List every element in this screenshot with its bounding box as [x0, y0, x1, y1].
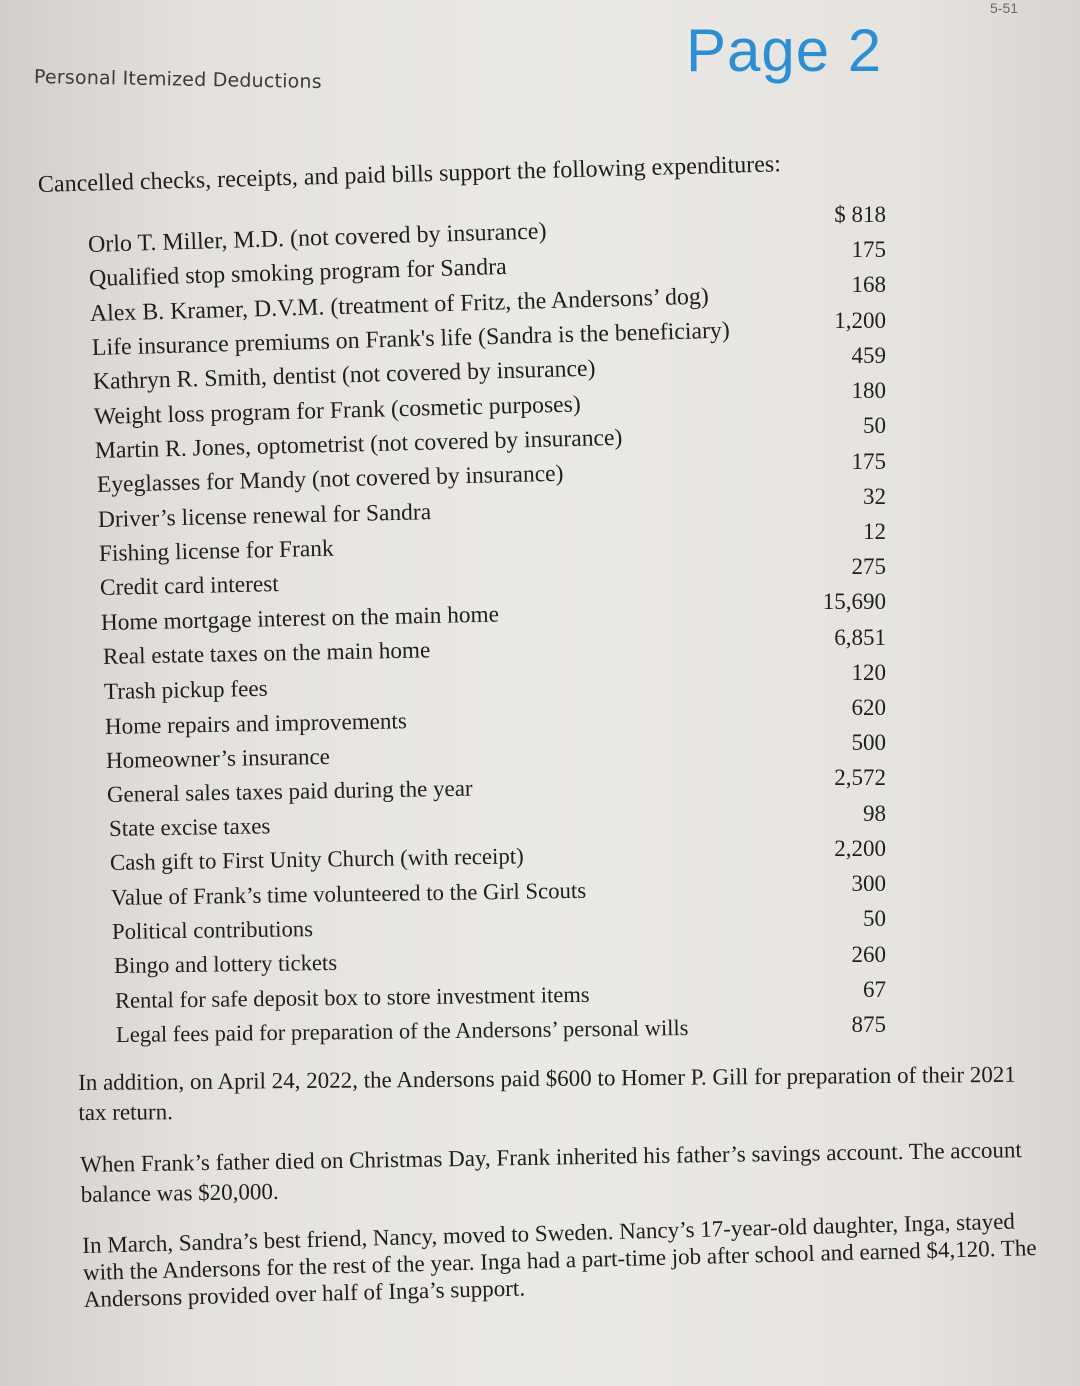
paragraph-inheritance: When Frank’s father died on Christmas Day, Frank inherited his father’s savings account. The account balance was $20,000. — [80, 1137, 1022, 1207]
expense-amount: 32 — [863, 483, 886, 509]
expense-label: Weight loss program for Frank (cosmetic purposes) — [93, 391, 582, 430]
expense-label: Alex B. Kramer, D.V.M. (treatment of Fritz, the Andersons’ dog) — [90, 283, 710, 327]
expense-label: General sales taxes paid during the year — [107, 775, 474, 807]
expense-label: Real estate taxes on the main home — [102, 637, 431, 671]
expense-amount: 620 — [851, 695, 886, 721]
page-number-corner: 5-51 — [990, 0, 1019, 16]
expense-label: Orlo T. Miller, M.D. (not covered by insurance) — [87, 218, 547, 258]
expense-label: Legal fees paid for preparation of the Andersons’ personal wills — [115, 1015, 689, 1047]
expense-amount: 300 — [851, 871, 886, 897]
expense-label: Driver’s license renewal for Sandra — [97, 498, 432, 533]
expense-amount: 275 — [851, 554, 886, 580]
expense-amount: 98 — [863, 800, 886, 826]
section-title: Personal Itemized Deductions — [33, 66, 323, 94]
expense-label: Kathryn R. Smith, dentist (not covered by insurance) — [92, 356, 596, 396]
expense-amount: 175 — [851, 237, 886, 263]
intro-sentence: Cancelled checks, receipts, and paid bills support the following expenditures: — [37, 151, 782, 198]
expense-label: Martin R. Jones, optometrist (not covered by insurance) — [94, 424, 623, 465]
expense-label: Fishing license for Frank — [98, 535, 334, 568]
expense-label: Life insurance premiums on Frank's life (Sandra is the beneficiary) — [91, 317, 730, 362]
expense-amount: 6,851 — [834, 624, 886, 650]
expense-label: Trash pickup fees — [103, 675, 268, 705]
expense-amount: 1,200 — [834, 307, 886, 333]
expense-amount: 168 — [851, 272, 886, 298]
expense-label: Homeowner’s insurance — [106, 743, 331, 774]
paragraph-inga-support: In March, Sandra’s best friend, Nancy, moved to Sweden. Nancy’s 17-year-old daughter, Inga, stayed with the Andersons for the rest of the year. Inga had a part-time job after school and earned $4,120. The Andersons provided over half of Inga’s support. — [82, 1208, 1037, 1312]
expense-label: Bingo and lottery tickets — [113, 950, 337, 979]
page-stamp: Page 2 — [686, 17, 883, 84]
expense-amount: 260 — [851, 941, 886, 967]
expense-amount: 12 — [863, 518, 886, 544]
expense-amount: 50 — [863, 906, 886, 932]
expense-label: Home mortgage interest on the main home — [101, 601, 500, 636]
expense-amount: 875 — [851, 1012, 886, 1037]
expense-label: Value of Frank’s time volunteered to the Girl Scouts — [110, 877, 587, 910]
expense-amount: 180 — [851, 378, 886, 404]
expense-amount: 175 — [851, 448, 886, 474]
expense-label: Credit card interest — [99, 571, 280, 602]
expense-label: State excise taxes — [108, 813, 271, 841]
expense-amount: 120 — [851, 659, 886, 685]
expense-label: Home repairs and improvements — [104, 707, 408, 739]
expense-amount: 67 — [863, 976, 886, 1002]
expense-label: Qualified stop smoking program for Sandra — [88, 254, 508, 293]
paragraph-tax-prep: In addition, on April 24, 2022, the Andersons paid $600 to Homer P. Gill for preparation of their 2021 tax return. — [78, 1061, 1016, 1125]
expense-label: Eyeglasses for Mandy (not covered by insurance) — [96, 461, 564, 499]
expense-label: Political contributions — [112, 916, 314, 944]
expense-amount: 459 — [851, 342, 886, 368]
expense-amount: 2,200 — [834, 835, 886, 861]
expense-label: Cash gift to First Unity Church (with receipt) — [109, 843, 524, 876]
expense-amount: 500 — [851, 730, 886, 756]
expense-label: Rental for safe deposit box to store investment items — [114, 981, 590, 1013]
expense-amount: 2,572 — [834, 765, 886, 791]
expense-amount: 15,690 — [822, 589, 886, 615]
expense-amount: 50 — [863, 413, 886, 439]
expense-amount: $ 818 — [834, 202, 886, 227]
